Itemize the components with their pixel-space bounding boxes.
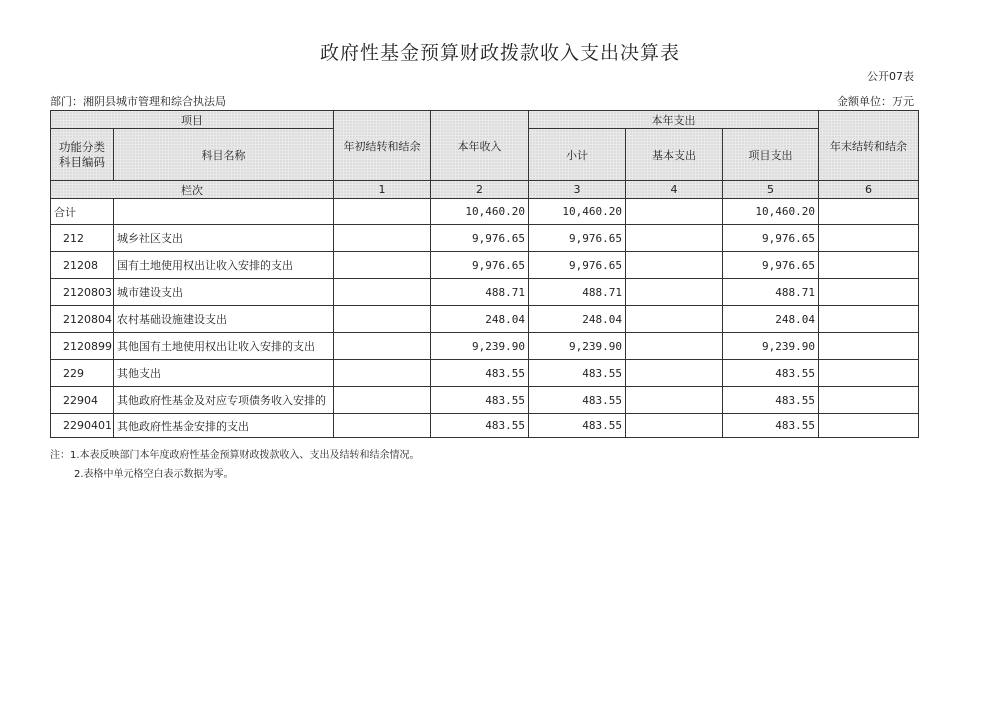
row-subtotal: 483.55 <box>529 387 626 414</box>
row-end <box>819 279 919 306</box>
header-subtotal: 小计 <box>529 129 626 181</box>
row-subtotal: 488.71 <box>529 279 626 306</box>
row-subtotal: 10,460.20 <box>529 199 626 225</box>
row-subtotal: 483.55 <box>529 414 626 438</box>
row-income: 9,239.90 <box>431 333 529 360</box>
row-code: 2120899 <box>51 333 114 360</box>
row-begin <box>334 387 431 414</box>
row-end <box>819 333 919 360</box>
row-name: 国有土地使用权出让收入安排的支出 <box>114 252 334 279</box>
row-subtotal: 9,976.65 <box>529 252 626 279</box>
row-code: 2120803 <box>51 279 114 306</box>
col-number: 1 <box>334 181 431 199</box>
note-2: 2.表格中单元格空白表示数据为零。 <box>74 469 234 480</box>
row-project: 248.04 <box>723 306 819 333</box>
row-name: 其他支出 <box>114 360 334 387</box>
row-basic <box>626 333 723 360</box>
row-code: 合计 <box>51 199 114 225</box>
row-begin <box>334 414 431 438</box>
row-project: 10,460.20 <box>723 199 819 225</box>
row-income: 483.55 <box>431 360 529 387</box>
table-row <box>51 279 919 306</box>
header-project-expense: 项目支出 <box>723 129 819 181</box>
row-code: 21208 <box>51 252 114 279</box>
row-begin <box>334 199 431 225</box>
row-begin <box>334 306 431 333</box>
table-row-total <box>51 199 919 225</box>
row-project: 483.55 <box>723 414 819 438</box>
row-basic <box>626 387 723 414</box>
row-basic <box>626 199 723 225</box>
row-project: 9,976.65 <box>723 252 819 279</box>
row-subtotal: 9,976.65 <box>529 225 626 252</box>
row-basic <box>626 360 723 387</box>
row-name: 其他国有土地使用权出让收入安排的支出 <box>114 333 334 360</box>
row-income: 10,460.20 <box>431 199 529 225</box>
row-code: 229 <box>51 360 114 387</box>
col-number: 3 <box>529 181 626 199</box>
row-income: 483.55 <box>431 414 529 438</box>
row-end <box>819 414 919 438</box>
row-code: 22904 <box>51 387 114 414</box>
table-row <box>51 333 919 360</box>
col-number: 2 <box>431 181 529 199</box>
note-1: 注：1.本表反映部门本年度政府性基金预算财政拨款收入、支出及结转和结余情况。 <box>50 450 420 461</box>
row-begin <box>334 252 431 279</box>
row-subtotal: 9,239.90 <box>529 333 626 360</box>
row-end <box>819 387 919 414</box>
row-name: 城市建设支出 <box>114 279 334 306</box>
header-current-expense: 本年支出 <box>529 111 819 129</box>
table-row <box>51 387 919 414</box>
table-row <box>51 225 919 252</box>
row-project: 483.55 <box>723 387 819 414</box>
header-item: 项目 <box>51 111 334 129</box>
row-begin <box>334 333 431 360</box>
row-name: 其他政府性基金及对应专项债务收入安排的 <box>114 387 334 414</box>
header-basic-expense: 基本支出 <box>626 129 723 181</box>
form-code: 公开07表 <box>867 70 914 83</box>
row-end <box>819 252 919 279</box>
row-basic <box>626 279 723 306</box>
row-begin <box>334 360 431 387</box>
row-code: 2290401 <box>51 414 114 438</box>
row-end <box>819 360 919 387</box>
row-subtotal: 248.04 <box>529 306 626 333</box>
row-end <box>819 306 919 333</box>
row-end <box>819 199 919 225</box>
row-name: 农村基础设施建设支出 <box>114 306 334 333</box>
header-subject-name: 科目名称 <box>114 129 334 181</box>
row-project: 483.55 <box>723 360 819 387</box>
row-code: 212 <box>51 225 114 252</box>
row-income: 488.71 <box>431 279 529 306</box>
row-income: 9,976.65 <box>431 252 529 279</box>
row-basic <box>626 306 723 333</box>
row-project: 9,976.65 <box>723 225 819 252</box>
row-begin <box>334 225 431 252</box>
table-row <box>51 360 919 387</box>
header-end-balance: 年末结转和结余 <box>819 111 919 181</box>
table-row <box>51 252 919 279</box>
col-number: 4 <box>626 181 723 199</box>
col-number: 5 <box>723 181 819 199</box>
header-func-code: 功能分类科目编码 <box>51 129 114 181</box>
row-name <box>114 199 334 225</box>
row-subtotal: 483.55 <box>529 360 626 387</box>
department-label: 部门：湘阴县城市管理和综合执法局 <box>50 95 226 108</box>
row-project: 9,239.90 <box>723 333 819 360</box>
row-code: 2120804 <box>51 306 114 333</box>
row-income: 483.55 <box>431 387 529 414</box>
row-basic <box>626 252 723 279</box>
col-number: 6 <box>819 181 919 199</box>
budget-table <box>50 110 919 438</box>
table-row <box>51 414 919 438</box>
notes <box>50 446 420 484</box>
table-row <box>51 306 919 333</box>
page-title: 政府性基金预算财政拨款收入支出决算表 <box>319 42 680 64</box>
row-name: 其他政府性基金安排的支出 <box>114 414 334 438</box>
row-basic <box>626 414 723 438</box>
row-begin <box>334 279 431 306</box>
row-name: 城乡社区支出 <box>114 225 334 252</box>
row-income: 9,976.65 <box>431 225 529 252</box>
row-income: 248.04 <box>431 306 529 333</box>
unit-label: 金额单位：万元 <box>837 95 914 108</box>
header-current-income: 本年收入 <box>431 111 529 181</box>
header-col-index: 栏次 <box>51 181 334 199</box>
row-project: 488.71 <box>723 279 819 306</box>
header-begin-balance: 年初结转和结余 <box>334 111 431 181</box>
row-end <box>819 225 919 252</box>
row-basic <box>626 225 723 252</box>
